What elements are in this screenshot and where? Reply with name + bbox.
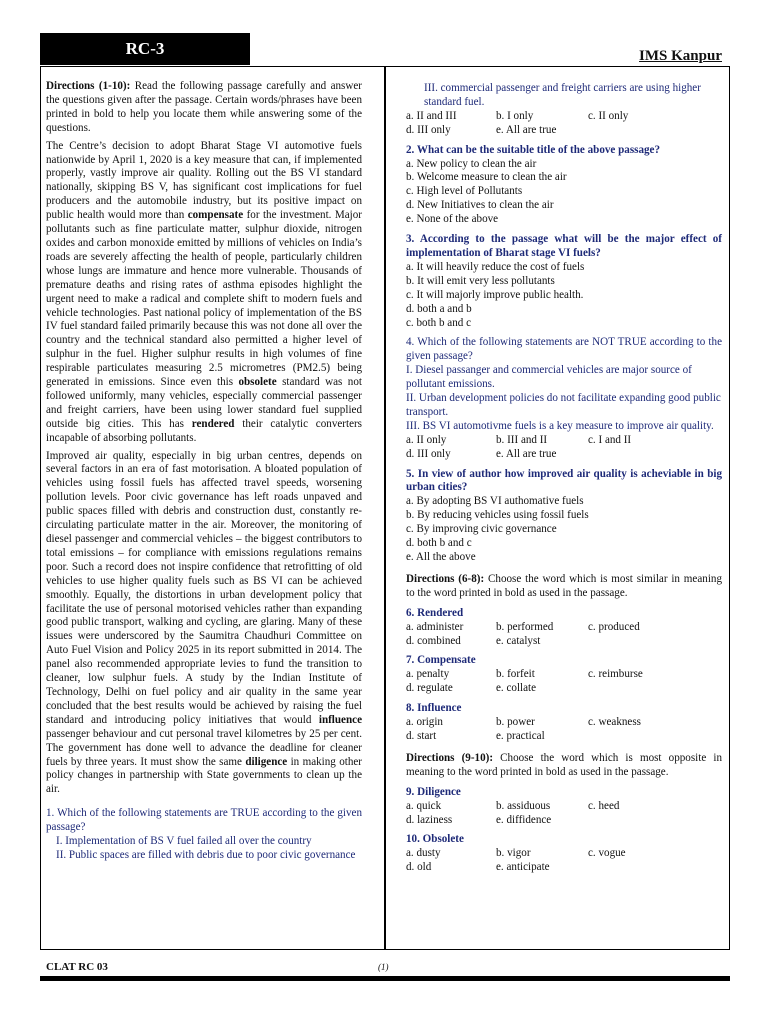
- directions-main: [46, 80, 362, 136]
- option[interactable]: d. New Initiatives to clean the air: [406, 199, 554, 212]
- question-9-options-row-2: [406, 814, 722, 828]
- question-1-statement-3: III. commercial passenger and freight carriers are using higher standard fuel.: [424, 82, 701, 108]
- option[interactable]: d. start: [406, 729, 437, 742]
- header-institute: IMS Kanpur: [639, 48, 722, 64]
- question-6-options-row-1: [406, 621, 722, 635]
- directions-label: Directions (9-10):: [406, 751, 494, 764]
- directions-label: Directions (1-10):: [46, 80, 131, 92]
- option[interactable]: a. dusty: [406, 847, 441, 860]
- directions-9-10: [406, 752, 722, 780]
- bold-word-compensate: compensate: [187, 209, 244, 222]
- bold-word-diligence: diligence: [245, 755, 288, 768]
- question-4-options-row-1: [406, 434, 722, 448]
- column-divider: [384, 66, 386, 950]
- option[interactable]: b. III and II: [496, 433, 548, 446]
- question-10-options-row-2: [406, 861, 722, 875]
- passage-text: The Centre’s decision to adopt Bharat Stage VI automotive fuels nationwide by April 1, 2020 is a key measure that can, if implemented properly, vastly improve air quality. Rolling out the BS VI standard nationally, skipping BS V, has significant cost implications for fuel producers and the automobile industry, but its positive impact on public health would more than: [46, 139, 362, 222]
- question-8-options-row-2: [406, 730, 722, 744]
- question-2-title: 2. What can be the suitable title of the above passage?: [406, 143, 661, 156]
- bold-word-influence: influence: [318, 713, 362, 726]
- passage-paragraph-2: [46, 450, 362, 798]
- option[interactable]: b. I only: [496, 109, 534, 122]
- question-6-title: 6. Rendered: [406, 606, 464, 619]
- option[interactable]: c. II only: [588, 109, 629, 122]
- passage-text: in making other policy changes in partnership with State governments to clean up the air.: [46, 755, 362, 796]
- option[interactable]: b. power: [496, 716, 535, 729]
- option[interactable]: a. New policy to clean the air: [406, 157, 537, 170]
- option[interactable]: c. heed: [588, 799, 620, 812]
- option[interactable]: e. collate: [496, 682, 537, 695]
- option[interactable]: a. By adopting BS VI authomative fuels: [406, 495, 584, 508]
- option[interactable]: e. None of the above: [406, 213, 499, 226]
- question-1-statement-1: I. Implementation of BS V fuel failed all over the country: [56, 835, 312, 848]
- option[interactable]: d. laziness: [406, 813, 453, 826]
- question-7-options-row-2: [406, 682, 722, 696]
- option[interactable]: e. All are true: [496, 447, 557, 460]
- directions-text: Read the following passage carefully and answer the questions given after the passage. Certain words/phrases have been printed in bold to help you locate them while answering some of the questions.: [46, 80, 362, 134]
- option[interactable]: b. It will emit very less pollutants: [406, 274, 555, 287]
- question-7-title: 7. Compensate: [406, 654, 476, 667]
- option[interactable]: c. I and II: [588, 433, 632, 446]
- question-4-options-row-2: [406, 448, 722, 462]
- footer-rule: [40, 976, 730, 981]
- question-8-options-row-1: [406, 716, 722, 730]
- question-1-statement-2: II. Public spaces are filled with debris due to poor civic governance: [56, 848, 356, 861]
- passage-text: their catalytic converters incapable of absorbing pollutants.: [46, 417, 362, 444]
- question-10-title: 10. Obsolete: [406, 833, 464, 846]
- option[interactable]: e. anticipate: [496, 861, 550, 874]
- question-10-options-row-1: [406, 847, 722, 861]
- question-1-title: 1. Which of the following statements are TRUE according to the given passage?: [46, 807, 362, 834]
- option[interactable]: e. practical: [496, 729, 545, 742]
- question-1-options-row-2: [406, 124, 722, 138]
- directions-text: Choose the word which is most similar in meaning to the word printed in bold as used in the passage.: [406, 572, 723, 599]
- option[interactable]: c. By improving civic governance: [406, 523, 557, 536]
- option[interactable]: b. Welcome measure to clean the air: [406, 171, 567, 184]
- directions-label: Directions (6-8):: [406, 572, 485, 585]
- option[interactable]: e. catalyst: [496, 634, 541, 647]
- option[interactable]: b. vigor: [496, 847, 531, 860]
- option[interactable]: d. III only: [406, 123, 451, 136]
- bold-word-obsolete: obsolete: [238, 376, 277, 389]
- question-4-statement-1: I. Diesel passanger and commercial vehicles are major source of pollutant emissions.: [406, 364, 692, 391]
- question-9-options-row-1: [406, 800, 722, 814]
- option[interactable]: c. weakness: [588, 716, 641, 729]
- question-5-title: 5. In view of author how improved air quality is acheviable in big urban cities?: [406, 467, 722, 494]
- question-9-title: 9. Diligence: [406, 785, 461, 798]
- header-code: RC-3: [125, 39, 165, 58]
- option[interactable]: c. vogue: [588, 847, 626, 860]
- question-4-statement-3: III. BS VI automotivme fuels is a key measure to improve air quality.: [406, 419, 714, 432]
- option[interactable]: d. both a and b: [406, 302, 472, 315]
- header-code-box: [40, 33, 250, 65]
- option[interactable]: b. assiduous: [496, 799, 551, 812]
- option[interactable]: d. both b and c: [406, 537, 472, 550]
- question-8-title: 8. Influence: [406, 702, 462, 715]
- option[interactable]: d. regulate: [406, 682, 453, 695]
- page-number: (1): [378, 962, 389, 972]
- option[interactable]: c. reimburse: [588, 668, 643, 681]
- option[interactable]: d. old: [406, 861, 432, 874]
- option[interactable]: a. It will heavily reduce the cost of fuels: [406, 260, 585, 273]
- option[interactable]: c. It will majorly improve public health.: [406, 288, 584, 301]
- option[interactable]: b. performed: [496, 620, 554, 633]
- bold-word-rendered: rendered: [191, 417, 235, 430]
- question-4-statement-2: II. Urban development policies do not facilitate expanding good public transport.: [406, 392, 721, 418]
- option[interactable]: c. High level of Pollutants: [406, 185, 523, 198]
- option[interactable]: a. quick: [406, 799, 442, 812]
- option[interactable]: a. penalty: [406, 668, 450, 681]
- question-7-options-row-1: [406, 668, 722, 682]
- option[interactable]: e. All the above: [406, 551, 476, 563]
- right-column: [406, 82, 722, 875]
- option[interactable]: e. All are true: [496, 123, 557, 136]
- option[interactable]: b. forfeit: [496, 668, 535, 681]
- option[interactable]: a. II only: [406, 433, 447, 446]
- option[interactable]: a. II and III: [406, 109, 457, 122]
- option[interactable]: e. diffidence: [496, 813, 552, 826]
- passage-text: for the investment. Major pollutants such as fine particulate matter, sulphur dioxide, nitrogen oxides and carbon monoxide emitted by millions of vehicles on India’s roads are severely affecting the health of people, particularly children whose lungs are immature and hence more vulnerable. Thousands of premature deaths and rising rates of asthma episodes highlight the urgent need to make a radical and complete shift to modern fuels and vehicle technologies. Past national policy of implementation of the BS IV fuel standard failed primarily because this was not done all over the country and the technical standard also permitted a higher level of sulphur in the fuel. Higher sulphur results in high volumes of fine respirable particulates measuring 2.5 micrometres (PM2.5) being generated in emissions. Since even this: [46, 209, 362, 389]
- option[interactable]: d. combined: [406, 634, 461, 647]
- option[interactable]: d. III only: [406, 447, 451, 460]
- option[interactable]: a. origin: [406, 716, 443, 729]
- directions-6-8: [406, 573, 722, 601]
- passage-text: standard was not followed uniformly, many vehicles, especially commercial passenger and freight carriers, have been using lower standard fuel supplied outside big cities. This has: [46, 376, 362, 430]
- option[interactable]: a. administer: [406, 620, 464, 633]
- option[interactable]: c. both b and c: [406, 316, 472, 329]
- passage-text: passenger behaviour and cut personal travel kilometres by 25 per cent. The government has done well to advance the deadline for cleaner fuels by three years. It must show the same: [46, 727, 362, 768]
- passage-paragraph-1: [46, 140, 362, 446]
- directions-text: Choose the word which is most opposite in meaning to the word printed in bold as used in the passage.: [406, 751, 722, 778]
- option[interactable]: c. produced: [588, 620, 640, 633]
- question-3-title: 3. According to the passage what will be the major effect of implementation of Bharat stage VI fuels?: [406, 233, 722, 259]
- passage-text: Improved air quality, especially in big urban centres, depends on several factors in an era of fast motorisation. A bloated population of vehicles using fossil fuels has affected travel speeds, worsening pollution levels. Poor civic governance has left roads unpaved and public spaces filled with debris and construction dust, constantly re-circulating particulate matter in the air. Moreover, the monitoring of diesel passenger and commercial vehicles – the biggest contributors to total emissions – for compliance with emissions regulations remains poor. Such a record does not inspire confidence that retrofitting of old vehicles to use higher quality fuels such as BS VI can be achieved smoothly. Equally, the distortions in urban development policy that facilitate the use of personal motorised vehicles rather than expanding good public transport, walking and cycling, are glaring. Many of these issues were underscored by the Saumitra Chaudhuri Committee on Auto Fuel Vision and Policy 2025 in its report submitted in 2014. The panel also recommended appropriate levies to fund the transition to cleaner, low sulphur fuels. A study by the Indian Institute of Technology, Delhi on fuel policy and air quality in the same year concluded that the best results would be achieved by raising the fuel standard and introducing policy initiatives that would: [46, 449, 362, 726]
- question-6-options-row-2: [406, 635, 722, 649]
- question-4-title: 4. Which of the following statements are NOT TRUE according to the given passage?: [406, 336, 722, 363]
- question-1-options-row-1: [406, 110, 722, 124]
- option[interactable]: b. By reducing vehicles using fossil fuels: [406, 509, 589, 522]
- left-column: [46, 80, 362, 863]
- footer-label: CLAT RC 03: [46, 961, 108, 973]
